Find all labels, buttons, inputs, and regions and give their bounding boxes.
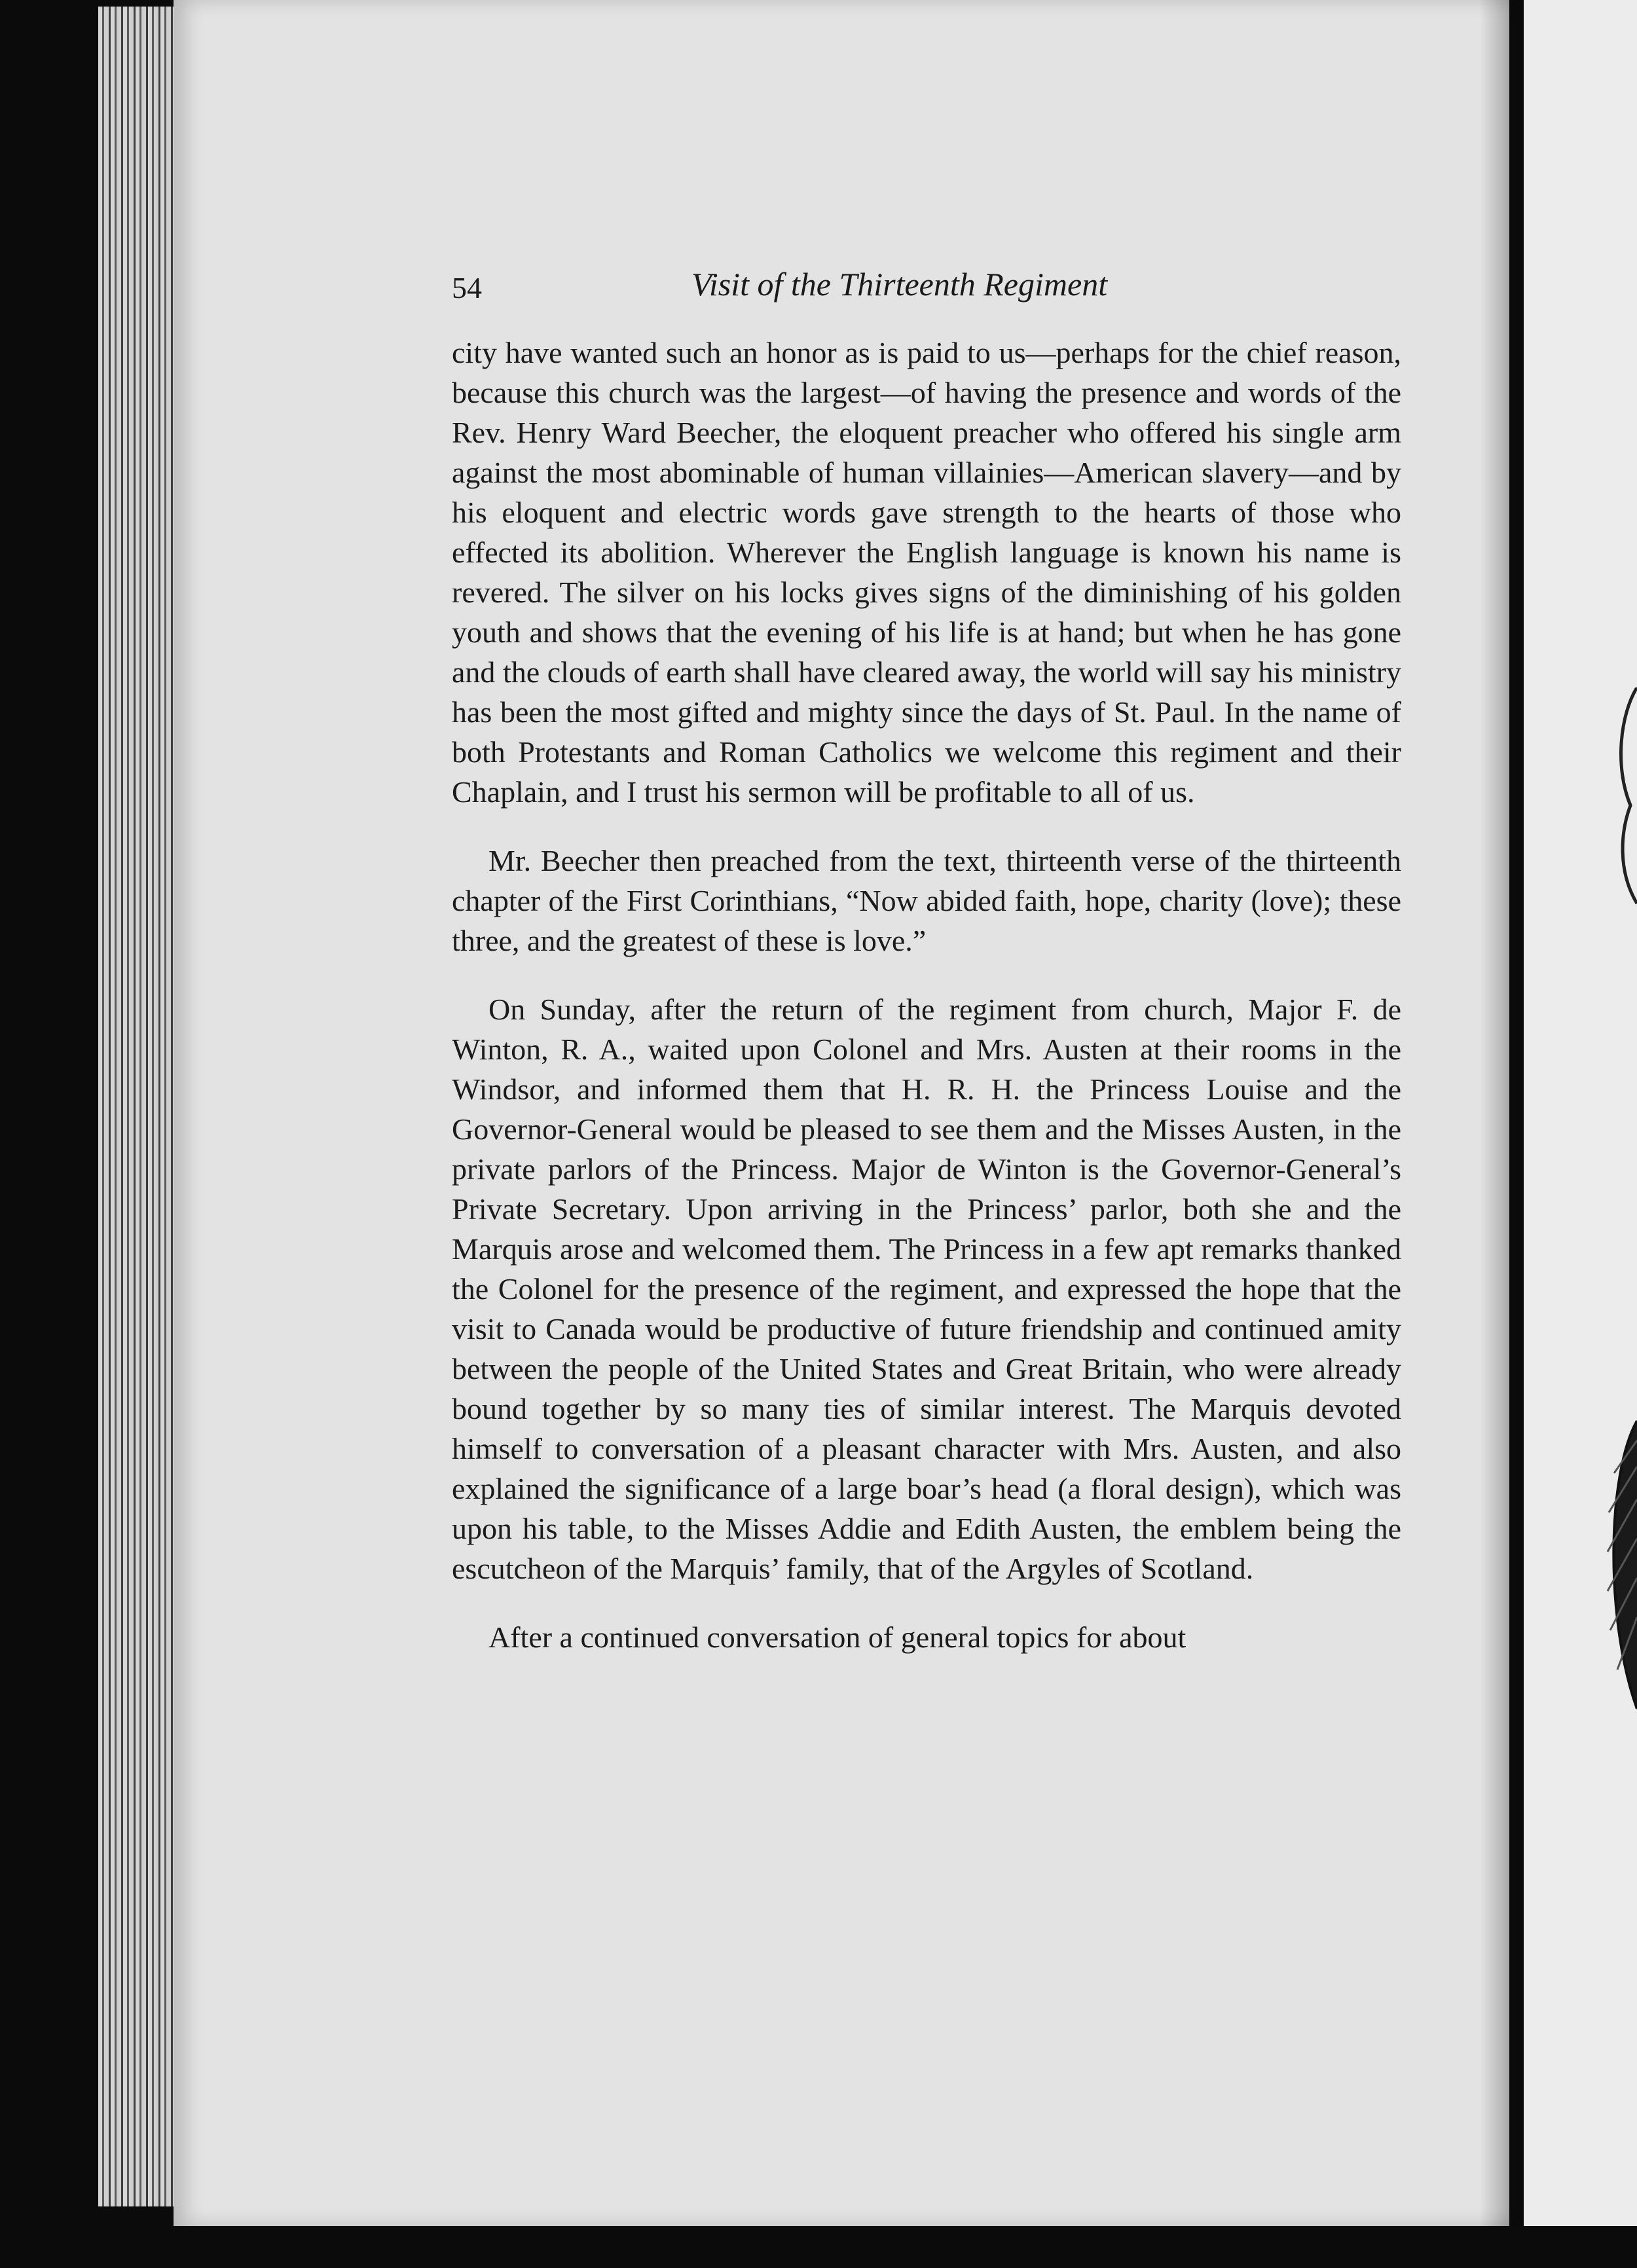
running-title: Visit of the Thirteenth Regiment bbox=[691, 266, 1108, 302]
paragraph-3: On Sunday, after the return of the regiment from church, Major F. de Winton, R. A., waited upon Colonel and Mrs. Austen at their rooms in the Windsor, and informed them that H. R. H. the Princess Louise and the Governor-General would be pleased to see them and the Misses Austen, in the private parlors of the Princess. Major de Winton is the Governor-General’s Private Secretary. Upon arriving in the Princess’ parlor, both she and the Marquis arose and welcomed them. The Princess in a few apt remarks thanked the Colonel for the presence of the regiment, and expressed the hope that the visit to Canada would be productive of future friendship and continued amity between the people of the United States and Great Britain, who were already bound together by so many ties of similar interest. The Marquis devoted himself to conversation of a pleasant character with Mrs. Austen, and also explained the significance of a large boar’s head (a floral design), which was upon his table, to the Misses Addie and Edith Austen, the emblem being the escutcheon of the Marquis’ family, that of the Argyles of Scotland. bbox=[452, 993, 1401, 1585]
page-number: 54 bbox=[452, 271, 482, 304]
paragraph-4: After a continued conversation of general topics for about bbox=[488, 1620, 1186, 1654]
paragraph-1: city have wanted such an honor as is paid to us—perhaps for the chief reason, because this church was the largest—of having the presence and words of the Rev. Henry Ward Beecher, the eloquent preacher who offered his single arm against the most abominable of human villainies—American slavery—and by his eloquent and electric words gave strength to the hearts of those who effected its abolition. Wherever the English language is known his name is revered. The silver on his locks gives signs of the diminishing of his golden youth and shows that the evening of his life is at hand; but when he has gone and the clouds of earth shall have cleared away, the world will say his ministry has been the most gifted and mighty since the days of St. Paul. In the name of both Protestants and Roman Catholics we welcome this regiment and their Chaplain, and I trust his sermon will be profitable to all of us. bbox=[452, 336, 1401, 809]
paragraph-2: Mr. Beecher then preached from the text, thirteenth verse of the thirteenth chapter of the First Corinthians, “Now abided faith, hope, charity (love); these three, and the greatest of these is love.” bbox=[452, 844, 1401, 957]
book-gutter bbox=[1509, 0, 1524, 2268]
running-header bbox=[452, 265, 1401, 311]
facing-page-edge bbox=[1524, 0, 1637, 2226]
scan-bottom-border bbox=[0, 2226, 1637, 2268]
body-text bbox=[452, 333, 1401, 1686]
page-shadow bbox=[1480, 0, 1509, 2226]
